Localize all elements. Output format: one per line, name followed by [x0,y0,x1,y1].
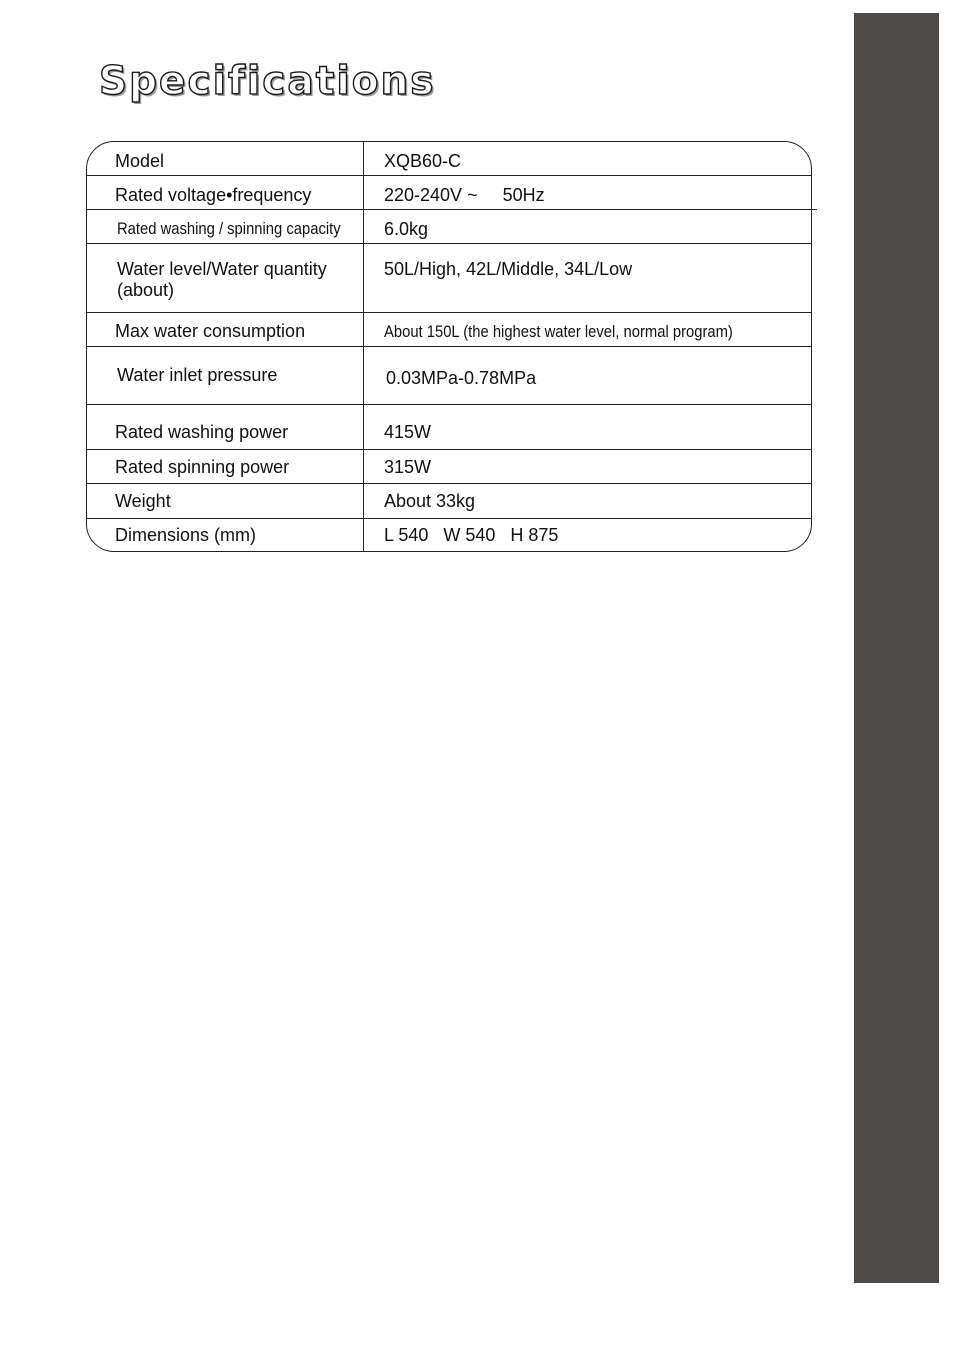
spec-value: 220-240V ~ 50Hz [384,185,545,205]
spec-label: Rated voltage•frequency [115,185,312,205]
spec-row-weight [87,484,811,519]
spec-table [86,141,812,552]
spec-row-water-level [87,244,811,313]
spec-label: Dimensions (mm) [115,525,257,545]
spec-label: Max water consumption [115,321,306,341]
page-title: Specifications [99,59,436,104]
spec-label: Water level/Water quantity (about) [117,259,327,300]
spec-label: Rated spinning power [115,457,290,477]
side-tab-bar [854,13,939,1283]
spec-value: 6.0kg [384,219,429,239]
spec-label: Water inlet pressure [117,365,278,385]
spec-label: Rated washing / spinning capacity [117,219,341,238]
spec-value: 0.03MPa-0.78MPa [386,368,537,388]
spec-row-model [87,142,811,176]
spec-value: 50L/High, 42L/Middle, 34L/Low [384,259,633,279]
spec-row-capacity [87,210,811,244]
spec-row-voltage [87,176,811,210]
spec-value: XQB60-C [384,151,462,171]
spec-value: 315W [384,457,432,477]
spec-row-dimensions [87,519,811,552]
spec-row-spinning-power [87,450,811,484]
spec-value: About 150L (the highest water level, normal program) [384,322,733,341]
spec-label: Model [115,151,165,171]
table-rule-stub [812,209,817,210]
spec-label: Rated washing power [115,422,289,442]
spec-value: L 540 W 540 H 875 [384,525,559,545]
spec-row-inlet-pressure [87,347,811,405]
spec-label: Weight [115,491,171,511]
spec-value: About 33kg [384,491,476,511]
spec-row-washing-power [87,405,811,450]
spec-value: 415W [384,422,432,442]
spec-row-water-consumption [87,313,811,347]
